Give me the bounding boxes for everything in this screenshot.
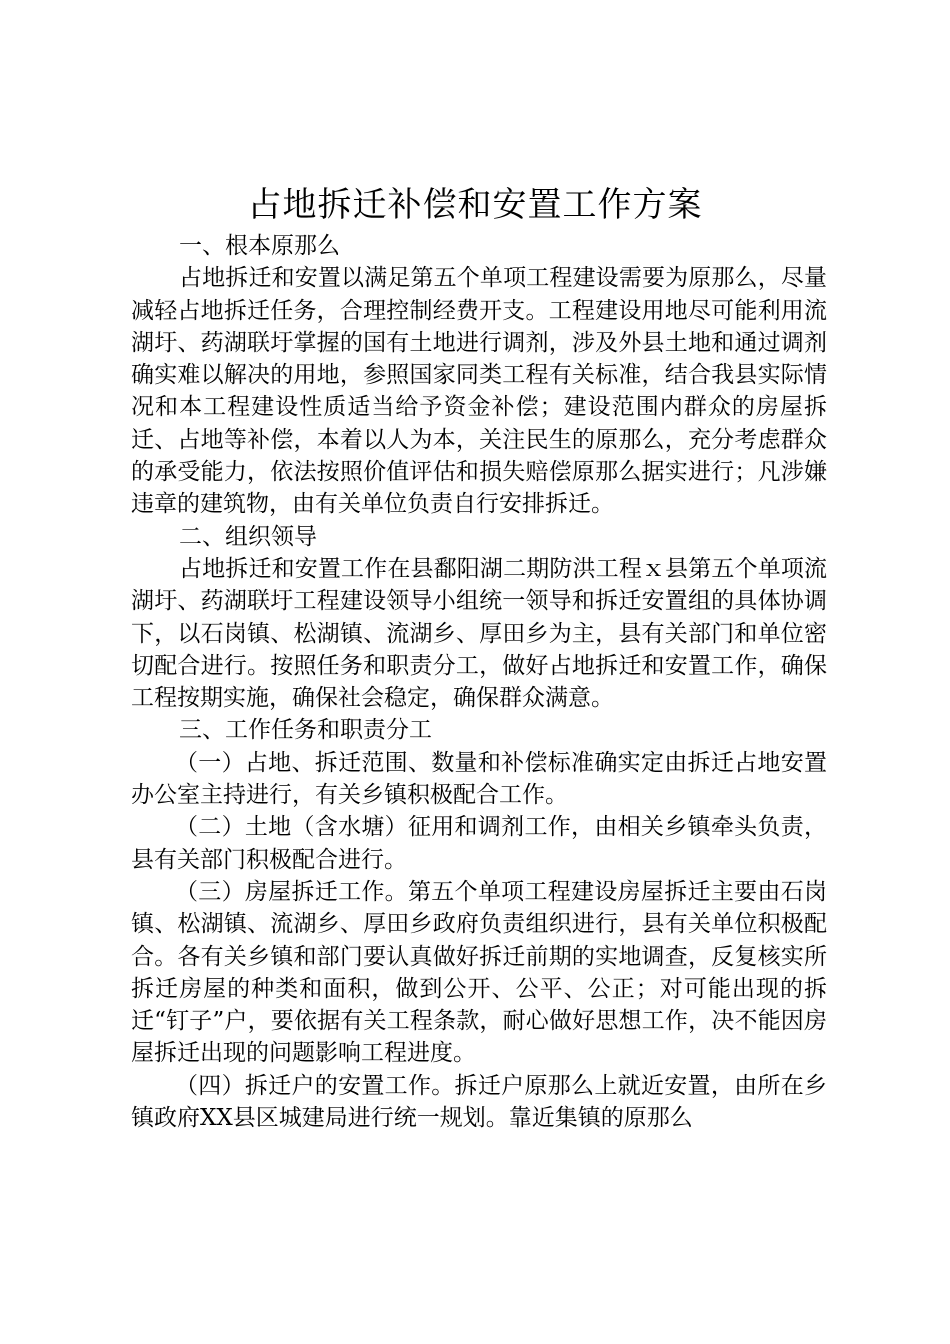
- section-3-item-1: （一）占地、拆迁范围、数量和补偿标准确实定由拆迁占地安置办公室主持进行，有关乡镇积极配合工作。: [131, 749, 827, 809]
- section-heading-3: 三、工作任务和职责分工: [179, 717, 432, 744]
- section-heading-2: 二、组织领导: [179, 523, 317, 550]
- document-body: [131, 230, 827, 1134]
- section-1-paragraph: 占地拆迁和安置以满足第五个单项工程建设需要为原那么，尽量减轻占地拆迁任务，合理控制经费开支。工程建设用地尽可能利用流湖圩、药湖联圩掌握的国有土地进行调剂，涉及外县土地和通过调剂确实难以解决的用地，参照国家同类工程有关标准，结合我县实际情况和本工程建设性质适当给予资金补偿；建设范围内群众的房屋拆迁、占地等补偿，本着以人为本，关注民生的原那么，充分考虑群众的承受能力，依法按照价值评估和损失赔偿原那么据实进行；凡涉嫌违章的建筑物，由有关单位负责自行安排拆迁。: [131, 265, 827, 518]
- section-heading-1: 一、根本原那么: [179, 233, 340, 259]
- section-2-paragraph: 占地拆迁和安置工作在县鄱阳湖二期防洪工程ｘ县第五个单项流湖圩、药湖联圩工程建设领导小组统一领导和拆迁安置组的具体协调下，以石岗镇、松湖镇、流湖乡、厚田乡为主，县有关部门和单位密切配合进行。按照任务和职责分工，做好占地拆迁和安置工作，确保工程按期实施，确保社会稳定，确保群众满意。: [131, 555, 827, 712]
- section-3-item-4: （四）拆迁户的安置工作。拆迁户原那么上就近安置，由所在乡镇政府XX县区城建局进行统一规划。靠近集镇的原那么: [131, 1072, 827, 1132]
- document-title: 占地拆迁补偿和安置工作方案: [247, 185, 703, 225]
- section-3-item-2: （二）土地（含水塘）征用和调剂工作，由相关乡镇牵头负责，县有关部门积极配合进行。: [131, 814, 827, 873]
- section-3-item-3: （三）房屋拆迁工作。第五个单项工程建设房屋拆迁主要由石岗镇、松湖镇、流湖乡、厚田乡政府负责组织进行，县有关单位积极配合。各有关乡镇和部门要认真做好拆迁前期的实地调查，反复核实所拆迁房屋的种类和面积，做到公开、公平、公正；对可能出现的拆迁“钉子”户，要依据有关工程条款，耐心做好思想工作，决不能因房屋拆迁出现的问题影响工程进度。: [131, 878, 827, 1067]
